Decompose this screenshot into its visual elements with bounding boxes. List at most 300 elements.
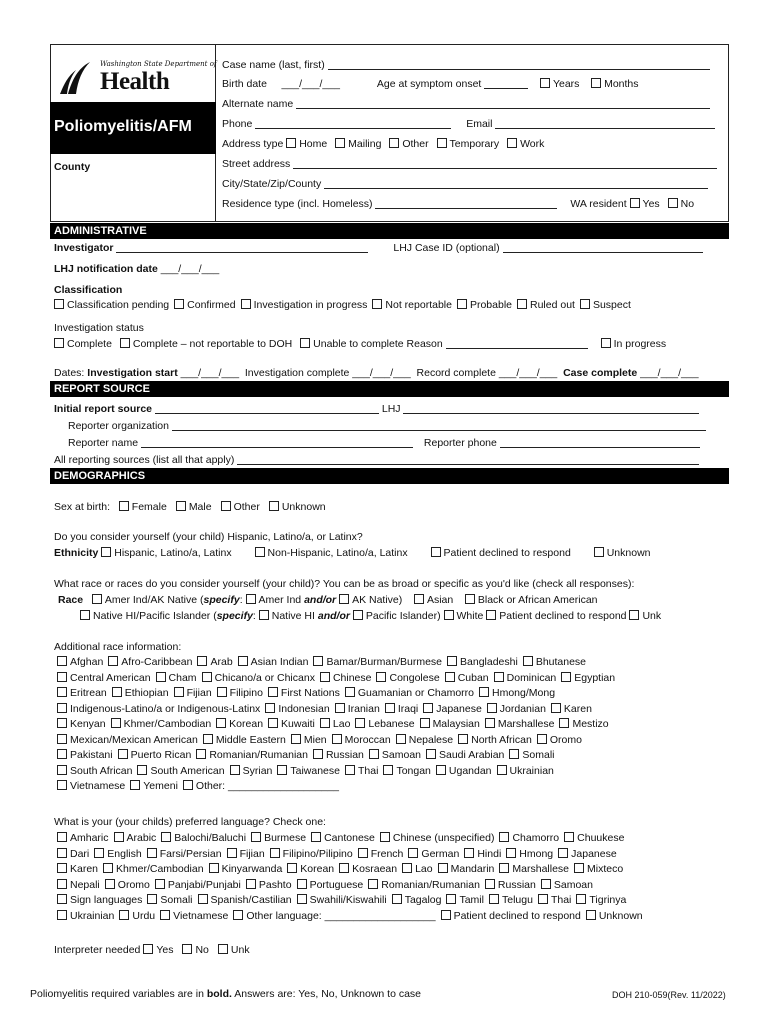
language-checkbox-chinese-unspecified[interactable] (380, 832, 390, 842)
race-declined-checkbox[interactable] (486, 610, 496, 620)
add-race-checkbox-malaysian[interactable] (420, 718, 430, 728)
interpreter-option-unk[interactable] (218, 944, 250, 956)
add-race-checkbox-samoan[interactable] (369, 749, 379, 759)
sex-checkbox-other[interactable] (221, 501, 231, 511)
add-race-option-south-african[interactable] (57, 765, 132, 777)
sex-option-unknown[interactable] (269, 501, 326, 513)
add-race-option-pakistani[interactable] (57, 749, 113, 761)
add-race-option-ethiopian[interactable] (112, 687, 169, 699)
language-option-ukrainian[interactable] (57, 910, 114, 922)
language-option-balochi-baluchi[interactable] (161, 832, 246, 844)
language-option-dari[interactable] (57, 848, 89, 860)
add-race-option-saudi-arabian[interactable] (426, 749, 504, 761)
interpreter-option-yes[interactable] (143, 944, 173, 956)
add-race-option-iranian[interactable] (335, 703, 380, 715)
city-state-row[interactable]: City/State/Zip/County (222, 178, 708, 190)
add-race-checkbox-moroccan[interactable] (332, 734, 342, 744)
wa-resident-no-checkbox[interactable] (668, 198, 678, 208)
sex-checkbox-male[interactable] (176, 501, 186, 511)
language-option-oromo[interactable] (105, 879, 150, 891)
class-checkbox-classification-pending[interactable] (54, 299, 64, 309)
language-checkbox-tigrinya[interactable] (576, 894, 586, 904)
sex-option-female[interactable] (119, 501, 167, 513)
add-race-checkbox-khmer-cambodian[interactable] (111, 718, 121, 728)
race-amer-ind-specific-checkbox[interactable] (246, 594, 256, 604)
language-checkbox-swahili-kiswahili[interactable] (297, 894, 307, 904)
language-option-english[interactable] (94, 848, 141, 860)
language-option-russian[interactable] (485, 879, 536, 891)
language-option-pashto[interactable] (246, 879, 292, 891)
add-race-checkbox-fijian[interactable] (174, 687, 184, 697)
language-checkbox-panjabi-punjabi[interactable] (155, 879, 165, 889)
add-race-option-karen[interactable] (551, 703, 592, 715)
status-not-reportable-checkbox[interactable] (120, 338, 130, 348)
class-option-probable[interactable] (457, 299, 512, 311)
add-race-checkbox-indigenous-latino-a-or-indigenous-latinx[interactable] (57, 703, 67, 713)
add-race-option-syrian[interactable] (230, 765, 273, 777)
reason-field[interactable] (446, 348, 588, 349)
language-checkbox-lao[interactable] (402, 863, 412, 873)
add-race-checkbox-chicano-a-or-chicanx[interactable] (202, 672, 212, 682)
language-checkbox-burmese[interactable] (251, 832, 261, 842)
language-option-mandarin[interactable] (438, 863, 495, 875)
add-race-option-nepalese[interactable] (396, 734, 453, 746)
class-checkbox-investigation-in-progress[interactable] (241, 299, 251, 309)
add-race-checkbox-other[interactable] (183, 780, 193, 790)
race-black-checkbox[interactable] (465, 594, 475, 604)
add-race-checkbox-jordanian[interactable] (487, 703, 497, 713)
add-race-option-korean[interactable] (216, 718, 263, 730)
language-option-cantonese[interactable] (311, 832, 375, 844)
initial-report-row[interactable]: Initial report source LHJ (54, 403, 699, 415)
add-race-checkbox-korean[interactable] (216, 718, 226, 728)
add-race-checkbox-south-african[interactable] (57, 765, 67, 775)
eth-unknown-checkbox[interactable] (594, 547, 604, 557)
language-checkbox-german[interactable] (408, 848, 418, 858)
language-option-vietnamese[interactable] (160, 910, 228, 922)
add-race-option-japanese[interactable] (423, 703, 482, 715)
add-race-option-asian-indian[interactable] (238, 656, 309, 668)
language-option-japanese[interactable] (558, 848, 617, 860)
add-race-option-yemeni[interactable] (130, 780, 178, 792)
language-checkbox-portuguese[interactable] (297, 879, 307, 889)
add-race-option-mestizo[interactable] (559, 718, 608, 730)
language-checkbox-arabic[interactable] (114, 832, 124, 842)
add-race-option-ugandan[interactable] (436, 765, 492, 777)
sex-option-male[interactable] (176, 501, 212, 513)
language-checkbox-kinyarwanda[interactable] (209, 863, 219, 873)
language-option-mixteco[interactable] (574, 863, 623, 875)
language-checkbox-khmer-cambodian[interactable] (103, 863, 113, 873)
phone-email-row[interactable]: Phone Email (222, 118, 715, 130)
language-checkbox-hmong[interactable] (506, 848, 516, 858)
add-race-checkbox-south-american[interactable] (137, 765, 147, 775)
add-race-option-bamar-burman-burmese[interactable] (313, 656, 442, 668)
add-race-option-hmong-mong[interactable] (479, 687, 555, 699)
alternate-name-row[interactable]: Alternate name (222, 98, 710, 110)
language-checkbox-chamorro[interactable] (499, 832, 509, 842)
case-name-row[interactable]: Case name (last, first) (222, 59, 710, 71)
addr-mailing-checkbox[interactable] (335, 138, 345, 148)
language-option-somali[interactable] (147, 894, 192, 906)
language-option-french[interactable] (358, 848, 404, 860)
add-race-checkbox-egyptian[interactable] (561, 672, 571, 682)
add-race-checkbox-iraqi[interactable] (385, 703, 395, 713)
addr-work-checkbox[interactable] (507, 138, 517, 148)
language-option-burmese[interactable] (251, 832, 306, 844)
add-race-checkbox-filipino[interactable] (217, 687, 227, 697)
add-race-option-oromo[interactable] (537, 734, 582, 746)
language-option-fijian[interactable] (227, 848, 265, 860)
add-race-option-indigenous-latino-a-or-indigenous-latinx[interactable] (57, 703, 260, 715)
add-race-checkbox-nepalese[interactable] (396, 734, 406, 744)
months-checkbox[interactable] (591, 78, 601, 88)
add-race-checkbox-taiwanese[interactable] (277, 765, 287, 775)
add-race-checkbox-syrian[interactable] (230, 765, 240, 775)
language-option-tamil[interactable] (446, 894, 484, 906)
language-option-kosraean[interactable] (339, 863, 397, 875)
language-checkbox-french[interactable] (358, 848, 368, 858)
add-race-option-bangladeshi[interactable] (447, 656, 518, 668)
status-unable-checkbox[interactable] (300, 338, 310, 348)
add-race-option-taiwanese[interactable] (277, 765, 340, 777)
add-race-checkbox-indonesian[interactable] (265, 703, 275, 713)
add-race-option-cham[interactable] (156, 672, 197, 684)
add-race-option-marshallese[interactable] (485, 718, 555, 730)
add-race-option-bhutanese[interactable] (523, 656, 586, 668)
addr-temporary-checkbox[interactable] (437, 138, 447, 148)
language-option-arabic[interactable] (114, 832, 157, 844)
reporter-org-row[interactable]: Reporter organization (68, 420, 706, 432)
add-race-checkbox-dominican[interactable] (494, 672, 504, 682)
eth-hispanic-checkbox[interactable] (101, 547, 111, 557)
language-option-filipino-pilipino[interactable] (270, 848, 353, 860)
language-row (57, 879, 598, 891)
add-race-option-mexican-mexican-american[interactable] (57, 734, 198, 746)
language-checkbox-samoan[interactable] (541, 879, 551, 889)
language-checkbox-cantonese[interactable] (311, 832, 321, 842)
language-checkbox-hindi[interactable] (464, 848, 474, 858)
years-checkbox[interactable] (540, 78, 550, 88)
add-race-option-malaysian[interactable] (420, 718, 480, 730)
add-race-checkbox-saudi-arabian[interactable] (426, 749, 436, 759)
add-race-checkbox-tongan[interactable] (383, 765, 393, 775)
add-race-checkbox-ugandan[interactable] (436, 765, 446, 775)
add-race-option-jordanian[interactable] (487, 703, 546, 715)
add-race-option-other[interactable] (183, 780, 339, 792)
language-option-other-language[interactable] (233, 910, 435, 922)
add-race-checkbox-ukrainian[interactable] (497, 765, 507, 775)
add-race-option-central-american[interactable] (57, 672, 151, 684)
add-race-checkbox-karen[interactable] (551, 703, 561, 713)
language-checkbox-urdu[interactable] (119, 910, 129, 920)
language-checkbox-kosraean[interactable] (339, 863, 349, 873)
reporter-name-row[interactable]: Reporter name Reporter phone (68, 437, 700, 449)
language-option-romanian-rumanian[interactable] (368, 879, 480, 891)
race-unk-checkbox[interactable] (629, 610, 639, 620)
add-race-checkbox-cham[interactable] (156, 672, 166, 682)
add-race-checkbox-marshallese[interactable] (485, 718, 495, 728)
language-checkbox-vietnamese[interactable] (160, 910, 170, 920)
lhj-notification-row[interactable]: LHJ notification date ___/___/___ (54, 263, 220, 275)
language-checkbox-thai[interactable] (538, 894, 548, 904)
race-white-checkbox[interactable] (444, 610, 454, 620)
race-nhpi-checkbox[interactable] (80, 610, 90, 620)
race-native-hi-checkbox[interactable] (259, 610, 269, 620)
language-checkbox-oromo[interactable] (105, 879, 115, 889)
language-option-thai[interactable] (538, 894, 571, 906)
language-option-spanish-castilian[interactable] (198, 894, 292, 906)
language-option-karen[interactable] (57, 863, 98, 875)
add-race-option-dominican[interactable] (494, 672, 557, 684)
add-race-option-ukrainian[interactable] (497, 765, 554, 777)
language-checkbox-russian[interactable] (485, 879, 495, 889)
language-checkbox-amharic[interactable] (57, 832, 67, 842)
language-checkbox-tamil[interactable] (446, 894, 456, 904)
add-race-option-tongan[interactable] (383, 765, 430, 777)
add-race-option-kuwaiti[interactable] (268, 718, 315, 730)
add-race-option-khmer-cambodian[interactable] (111, 718, 212, 730)
add-race-checkbox-central-american[interactable] (57, 672, 67, 682)
status-in-progress-checkbox[interactable] (601, 338, 611, 348)
language-option-german[interactable] (408, 848, 459, 860)
add-race-option-chicano-a-or-chicanx[interactable] (202, 672, 315, 684)
language-option-chuukese[interactable] (564, 832, 624, 844)
add-race-option-filipino[interactable] (217, 687, 263, 699)
race-pacific-islander-checkbox[interactable] (353, 610, 363, 620)
sex-checkbox-female[interactable] (119, 501, 129, 511)
language-option-nepali[interactable] (57, 879, 100, 891)
class-checkbox-probable[interactable] (457, 299, 467, 309)
add-race-option-afro-caribbean[interactable] (108, 656, 192, 668)
add-race-option-middle-eastern[interactable] (203, 734, 286, 746)
add-race-checkbox-north-african[interactable] (458, 734, 468, 744)
language-option-sign-languages[interactable] (57, 894, 142, 906)
language-option-chamorro[interactable] (499, 832, 559, 844)
language-checkbox-filipino-pilipino[interactable] (270, 848, 280, 858)
investigator-row[interactable]: Investigator LHJ Case ID (optional) (54, 242, 703, 254)
language-option-tagalog[interactable] (392, 894, 442, 906)
all-sources-row[interactable]: All reporting sources (list all that apply) (54, 454, 699, 466)
language-checkbox-sign-languages[interactable] (57, 894, 67, 904)
race-asian-checkbox[interactable] (414, 594, 424, 604)
class-checkbox-ruled-out[interactable] (517, 299, 527, 309)
add-race-option-kenyan[interactable] (57, 718, 106, 730)
language-option-samoan[interactable] (541, 879, 593, 891)
add-race-option-eritrean[interactable] (57, 687, 107, 699)
add-race-checkbox-bamar-burman-burmese[interactable] (313, 656, 323, 666)
sex-row: Sex at birth: Female Male Other Unknown (54, 501, 326, 513)
add-race-option-first-nations[interactable] (268, 687, 340, 699)
eth-declined-checkbox[interactable] (431, 547, 441, 557)
add-race-checkbox-iranian[interactable] (335, 703, 345, 713)
language-option-chinese-unspecified[interactable] (380, 832, 495, 844)
race-amer-ind-checkbox[interactable] (92, 594, 102, 604)
interpreter-checkbox-unk[interactable] (218, 944, 228, 954)
add-race-option-chinese[interactable] (320, 672, 372, 684)
language-checkbox-farsi-persian[interactable] (147, 848, 157, 858)
add-race-option-romanian-rumanian[interactable] (196, 749, 308, 761)
interpreter-checkbox-no[interactable] (182, 944, 192, 954)
language-checkbox-korean[interactable] (287, 863, 297, 873)
add-race-checkbox-first-nations[interactable] (268, 687, 278, 697)
add-race-option-afghan[interactable] (57, 656, 103, 668)
class-option-classification-pending[interactable] (54, 299, 169, 311)
add-race-checkbox-romanian-rumanian[interactable] (196, 749, 206, 759)
add-race-checkbox-congolese[interactable] (376, 672, 386, 682)
add-race-option-cuban[interactable] (445, 672, 489, 684)
residence-type-field[interactable] (375, 208, 557, 209)
language-checkbox-pashto[interactable] (246, 879, 256, 889)
language-option-marshallese[interactable] (499, 863, 569, 875)
language-checkbox-telugu[interactable] (489, 894, 499, 904)
language-label: Lao (415, 863, 433, 875)
street-address-row[interactable]: Street address (222, 158, 717, 170)
add-race-option-congolese[interactable] (376, 672, 439, 684)
language-checkbox-mixteco[interactable] (574, 863, 584, 873)
language-option-hmong[interactable] (506, 848, 553, 860)
add-race-checkbox-thai[interactable] (345, 765, 355, 775)
add-race-checkbox-hmong-mong[interactable] (479, 687, 489, 697)
language-checkbox-marshallese[interactable] (499, 863, 509, 873)
add-race-option-samoan[interactable] (369, 749, 421, 761)
interpreter-option-no[interactable] (182, 944, 208, 956)
language-option-unknown[interactable] (586, 910, 643, 922)
add-race-checkbox-russian[interactable] (313, 749, 323, 759)
add-race-checkbox-somali[interactable] (509, 749, 519, 759)
language-option-panjabi-punjabi[interactable] (155, 879, 241, 891)
add-race-checkbox-oromo[interactable] (537, 734, 547, 744)
language-checkbox-ukrainian[interactable] (57, 910, 67, 920)
add-race-option-mien[interactable] (291, 734, 327, 746)
add-race-option-north-african[interactable] (458, 734, 532, 746)
language-checkbox-other-language[interactable] (233, 910, 243, 920)
add-race-option-somali[interactable] (509, 749, 554, 761)
language-option-hindi[interactable] (464, 848, 501, 860)
class-option-not-reportable[interactable] (372, 299, 452, 311)
add-race-checkbox-mestizo[interactable] (559, 718, 569, 728)
language-option-farsi-persian[interactable] (147, 848, 222, 860)
language-checkbox-balochi-baluchi[interactable] (161, 832, 171, 842)
add-race-checkbox-lebanese[interactable] (355, 718, 365, 728)
language-checkbox-unknown[interactable] (586, 910, 596, 920)
interpreter-checkbox-yes[interactable] (143, 944, 153, 954)
add-race-option-south-american[interactable] (137, 765, 224, 777)
class-option-ruled-out[interactable] (517, 299, 575, 311)
class-checkbox-confirmed[interactable] (174, 299, 184, 309)
add-race-checkbox-bhutanese[interactable] (523, 656, 533, 666)
birth-date-row[interactable]: Birth date ___/___/___ Age at symptom onset Years Months (222, 78, 639, 90)
language-checkbox-somali[interactable] (147, 894, 157, 904)
add-race-option-lebanese[interactable] (355, 718, 414, 730)
language-checkbox-dari[interactable] (57, 848, 67, 858)
class-checkbox-suspect[interactable] (580, 299, 590, 309)
wa-resident-yes-checkbox[interactable] (630, 198, 640, 208)
add-race-checkbox-bangladeshi[interactable] (447, 656, 457, 666)
add-race-checkbox-kuwaiti[interactable] (268, 718, 278, 728)
language-option-patient-declined-to-respond[interactable] (441, 910, 581, 922)
add-race-option-indonesian[interactable] (265, 703, 329, 715)
add-race-option-fijian[interactable] (174, 687, 212, 699)
eth-non-hispanic-checkbox[interactable] (255, 547, 265, 557)
add-race-option-iraqi[interactable] (385, 703, 418, 715)
addr-other-checkbox[interactable] (389, 138, 399, 148)
class-option-suspect[interactable] (580, 299, 631, 311)
sex-option-other[interactable] (221, 501, 260, 513)
language-option-tigrinya[interactable] (576, 894, 626, 906)
class-option-confirmed[interactable] (174, 299, 235, 311)
language-checkbox-japanese[interactable] (558, 848, 568, 858)
language-option-korean[interactable] (287, 863, 334, 875)
language-checkbox-fijian[interactable] (227, 848, 237, 858)
language-option-khmer-cambodian[interactable] (103, 863, 204, 875)
language-checkbox-tagalog[interactable] (392, 894, 402, 904)
dates-row[interactable]: Dates: Investigation start ___/___/___ Investigation complete ___/___/___ Record complete ___/___/___ Case complete ___/___/___ (54, 367, 699, 379)
add-race-option-thai[interactable] (345, 765, 378, 777)
add-race-option-puerto-rican[interactable] (118, 749, 192, 761)
add-race-checkbox-afro-caribbean[interactable] (108, 656, 118, 666)
language-option-urdu[interactable] (119, 910, 155, 922)
language-checkbox-karen[interactable] (57, 863, 67, 873)
language-option-amharic[interactable] (57, 832, 109, 844)
sex-checkbox-unknown[interactable] (269, 501, 279, 511)
add-race-checkbox-japanese[interactable] (423, 703, 433, 713)
add-race-checkbox-asian-indian[interactable] (238, 656, 248, 666)
addr-home-checkbox[interactable] (286, 138, 296, 148)
add-race-checkbox-afghan[interactable] (57, 656, 67, 666)
add-race-option-vietnamese[interactable] (57, 780, 125, 792)
class-checkbox-not-reportable[interactable] (372, 299, 382, 309)
language-option-portuguese[interactable] (297, 879, 364, 891)
language-checkbox-chuukese[interactable] (564, 832, 574, 842)
add-race-checkbox-kenyan[interactable] (57, 718, 67, 728)
add-race-checkbox-cuban[interactable] (445, 672, 455, 682)
add-race-checkbox-middle-eastern[interactable] (203, 734, 213, 744)
language-checkbox-mandarin[interactable] (438, 863, 448, 873)
language-checkbox-nepali[interactable] (57, 879, 67, 889)
race-ak-native-checkbox[interactable] (339, 594, 349, 604)
add-race-checkbox-arab[interactable] (197, 656, 207, 666)
add-race-checkbox-vietnamese[interactable] (57, 780, 67, 790)
add-race-option-egyptian[interactable] (561, 672, 615, 684)
add-race-checkbox-mien[interactable] (291, 734, 301, 744)
language-checkbox-english[interactable] (94, 848, 104, 858)
add-race-checkbox-pakistani[interactable] (57, 749, 67, 759)
add-race-checkbox-chinese[interactable] (320, 672, 330, 682)
add-race-option-arab[interactable] (197, 656, 232, 668)
add-race-checkbox-puerto-rican[interactable] (118, 749, 128, 759)
add-race-option-guamanian-or-chamorro[interactable] (345, 687, 474, 699)
class-option-investigation-in-progress[interactable] (241, 299, 368, 311)
language-checkbox-romanian-rumanian[interactable] (368, 879, 378, 889)
add-race-checkbox-yemeni[interactable] (130, 780, 140, 790)
add-race-checkbox-lao[interactable] (320, 718, 330, 728)
language-checkbox-patient-declined-to-respond[interactable] (441, 910, 451, 920)
status-complete-checkbox[interactable] (54, 338, 64, 348)
add-race-option-moroccan[interactable] (332, 734, 391, 746)
add-race-checkbox-ethiopian[interactable] (112, 687, 122, 697)
add-race-checkbox-mexican-mexican-american[interactable] (57, 734, 67, 744)
language-option-kinyarwanda[interactable] (209, 863, 283, 875)
language-option-telugu[interactable] (489, 894, 533, 906)
add-race-checkbox-guamanian-or-chamorro[interactable] (345, 687, 355, 697)
add-race-checkbox-eritrean[interactable] (57, 687, 67, 697)
language-checkbox-spanish-castilian[interactable] (198, 894, 208, 904)
add-race-option-lao[interactable] (320, 718, 351, 730)
language-option-lao[interactable] (402, 863, 433, 875)
add-race-option-russian[interactable] (313, 749, 364, 761)
language-option-swahili-kiswahili[interactable] (297, 894, 387, 906)
